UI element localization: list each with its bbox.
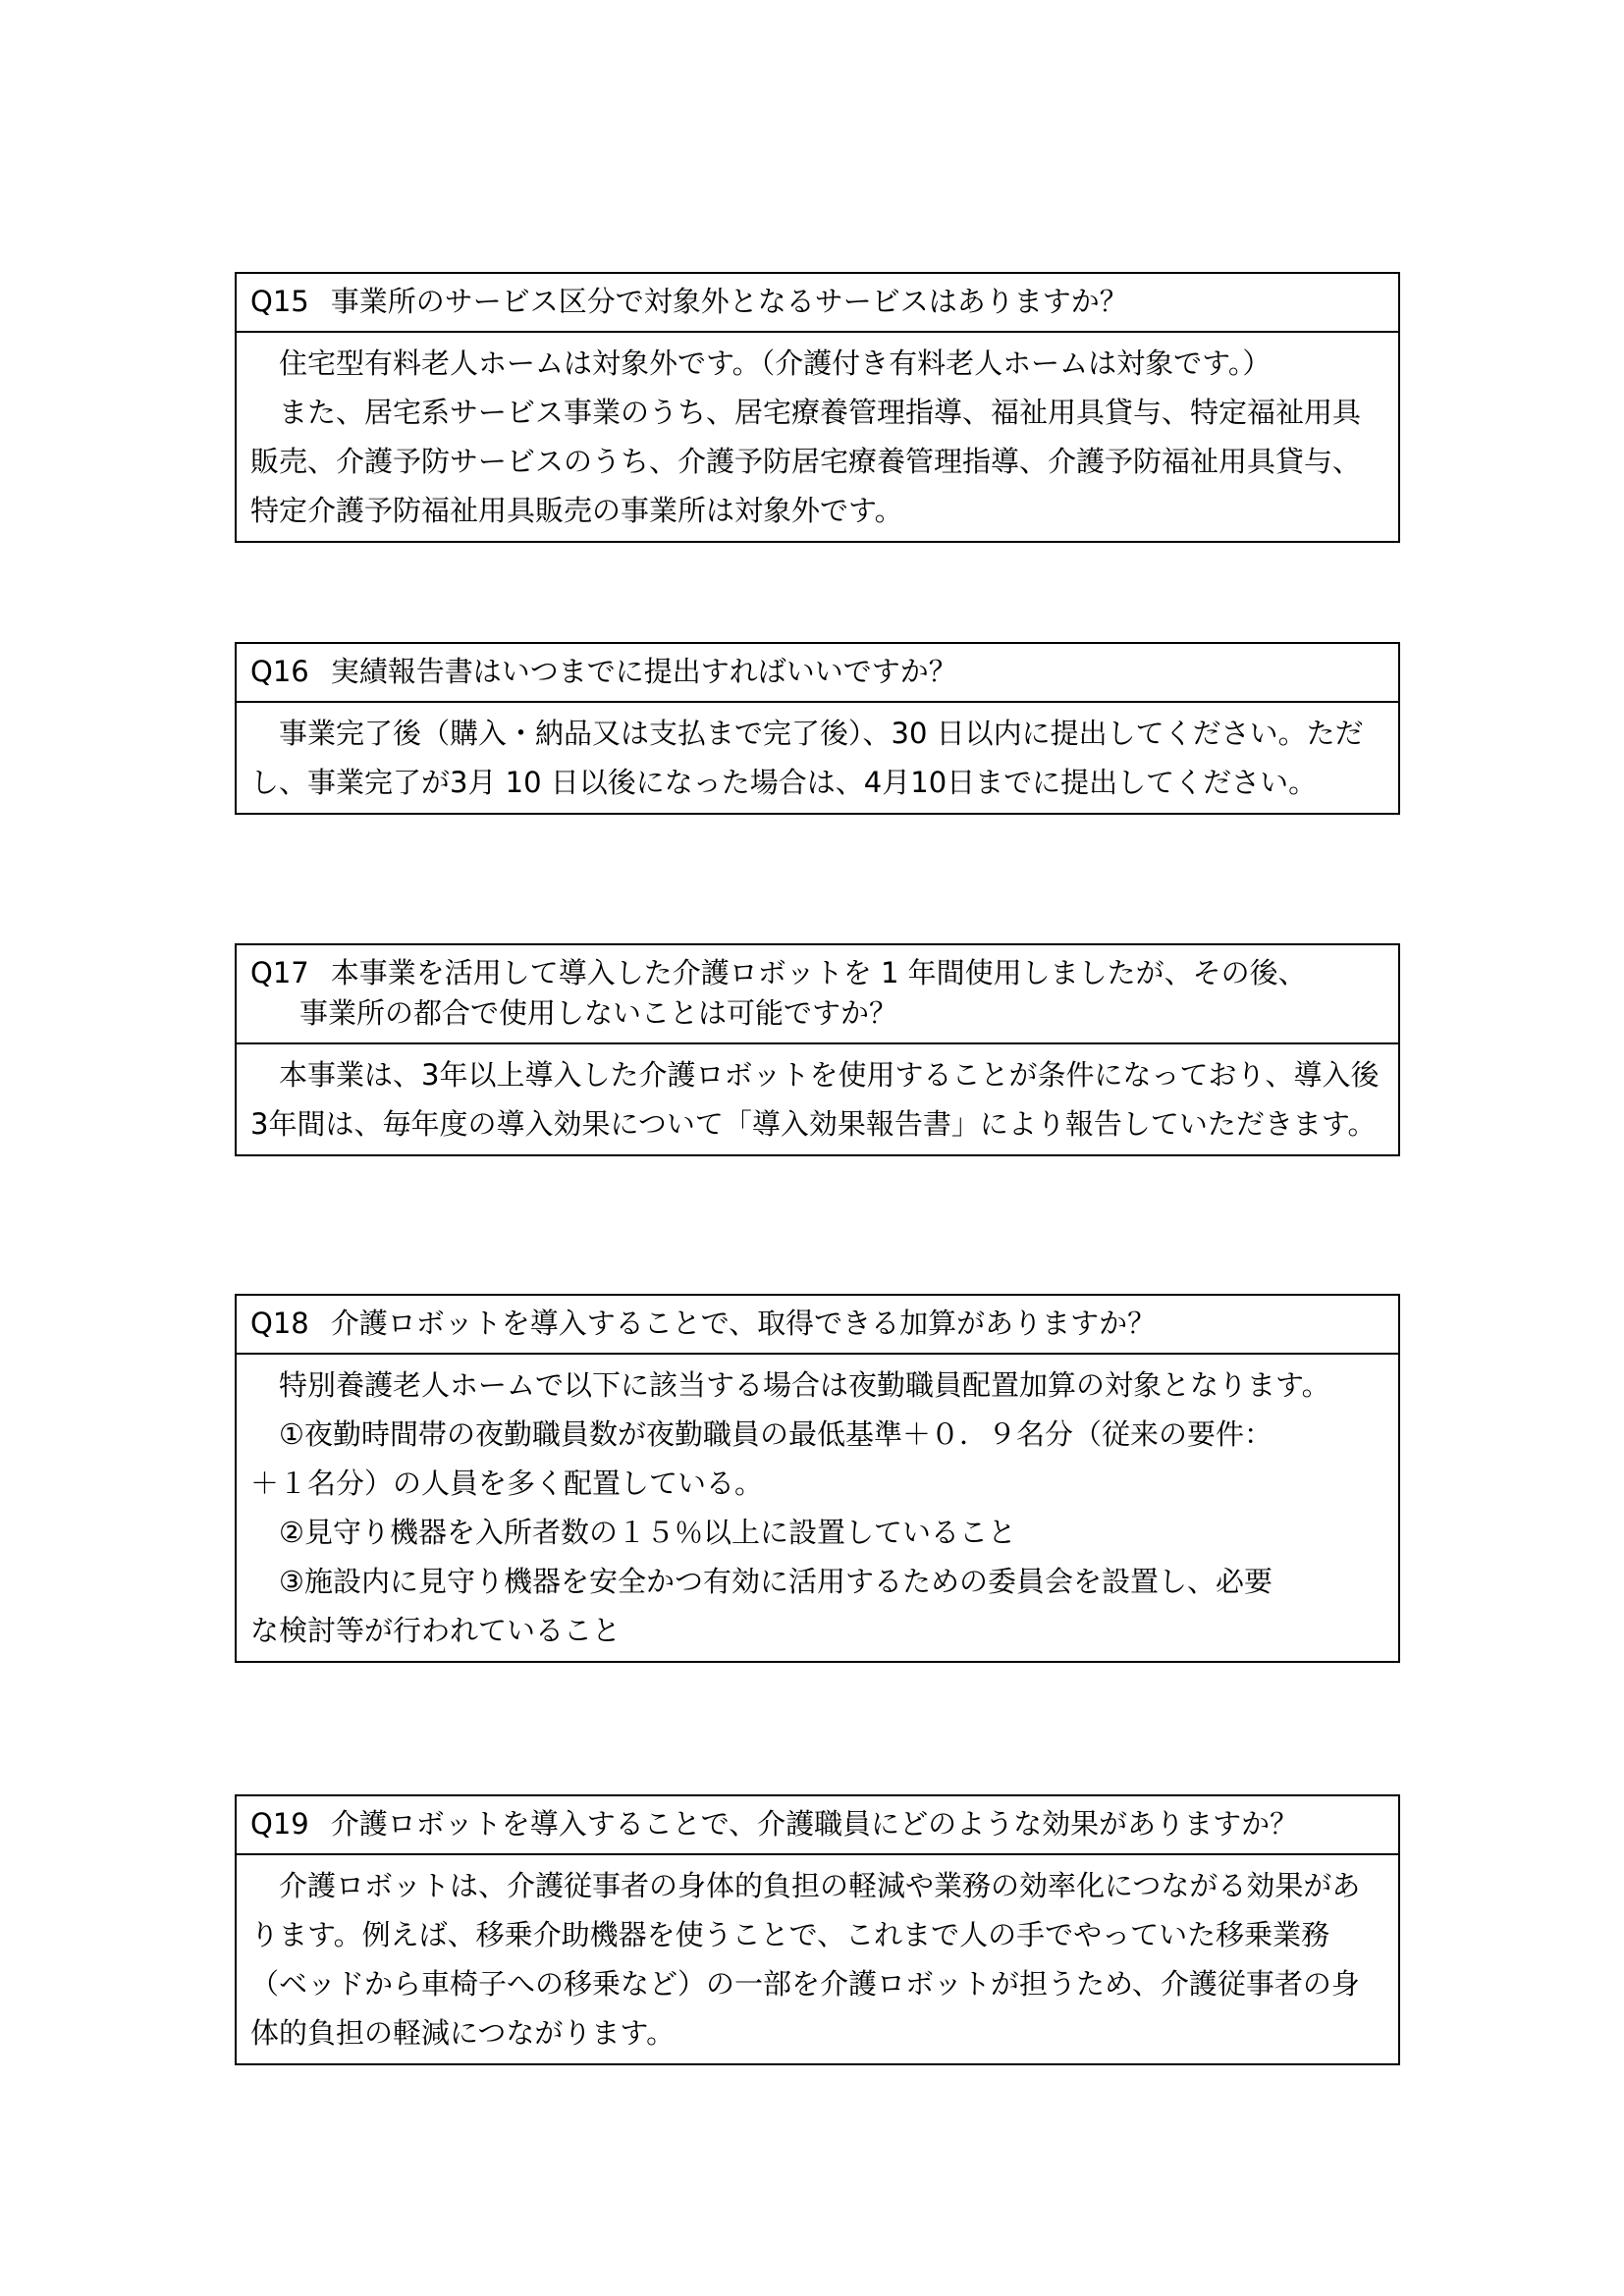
answer-list-item-continued: な検討等が行われていること: [250, 1614, 622, 1647]
question-number: Q19: [250, 1807, 309, 1841]
qa-box-q19: [235, 1794, 1400, 2065]
question-number: Q16: [250, 655, 309, 688]
answer-paragraph: 住宅型有料老人ホームは対象外です。（介護付き有料老人ホームは対象です。）: [279, 347, 1272, 380]
qa-box-q17: [235, 943, 1400, 1156]
answer-body: [237, 1855, 1398, 2063]
answer-list-item: ②見守り機器を入所者数の１５％以上に設置していること: [279, 1516, 1016, 1549]
question-text: 実績報告書はいつまでに提出すればいいですか？: [330, 655, 957, 688]
question-row: [237, 274, 1398, 333]
question-text: 本事業を活用して導入した介護ロボットを 1 年間使用しましたが、その後、: [330, 956, 1307, 989]
question-text-continued: 事業所の都合で使用しないことは可能ですか？: [299, 996, 898, 1030]
answer-list-item: ③施設内に見守り機器を安全かつ有効に活用するための委員会を設置し、必要: [279, 1565, 1272, 1598]
qa-box-q18: [235, 1294, 1400, 1663]
question-row: [237, 644, 1398, 703]
answer-body: [237, 1044, 1398, 1154]
answer-paragraph: 特別養護老人ホームで以下に該当する場合は夜勤職員配置加算の対象となります。: [279, 1368, 1330, 1402]
answer-list-item: ①夜勤時間帯の夜勤職員数が夜勤職員の最低基準＋０．９名分（従来の要件：: [279, 1417, 1272, 1451]
answer-body: [237, 703, 1398, 813]
question-row: [237, 945, 1398, 1044]
question-number: Q15: [250, 285, 309, 318]
answer-paragraph: また、居宅系サービス事業のうち、居宅療養管理指導、福祉用具貸与、特定福祉用具販売、介護予防サービスのうち、介護予防居宅療養管理指導、介護予防福祉用具貸与、特定介護予防福祉用具販売の事業所は対象外です。: [250, 396, 1362, 527]
answer-paragraph: 事業完了後（購入・納品又は支払まで完了後）、30 日以内に提出してください。ただし、事業完了が3月 10 日以後になった場合は、4月10日までに提出してください。: [250, 717, 1364, 799]
answer-list-item-continued: ＋１名分）の人員を多く配置している。: [250, 1467, 764, 1500]
question-text: 事業所のサービス区分で対象外となるサービスはありますか？: [330, 285, 1128, 318]
question-text: 介護ロボットを導入することで、介護職員にどのような効果がありますか？: [330, 1807, 1299, 1841]
qa-box-q16: [235, 642, 1400, 815]
question-row: [237, 1296, 1398, 1355]
answer-body: [237, 333, 1398, 541]
answer-paragraph: 本事業は、3年以上導入した介護ロボットを使用することが条件になっており、導入後3年間は、毎年度の導入効果について「導入効果報告書」により報告していただきます。: [250, 1058, 1380, 1141]
answer-body: [237, 1355, 1398, 1661]
question-row: [237, 1796, 1398, 1855]
answer-paragraph: 介護ロボットは、介護従事者の身体的負担の軽減や業務の効率化につながる効果があります。例えば、移乗介助機器を使うことで、これまで人の手でやっていた移乗業務（ベッドから車椅子への移乗など）の一部を介護ロボットが担うため、介護従事者の身体的負担の軽減につながります。: [250, 1869, 1361, 2050]
question-number: Q17: [250, 956, 309, 989]
qa-box-q15: [235, 272, 1400, 543]
question-text: 介護ロボットを導入することで、取得できる加算がありますか？: [330, 1307, 1157, 1340]
question-number: Q18: [250, 1307, 309, 1340]
